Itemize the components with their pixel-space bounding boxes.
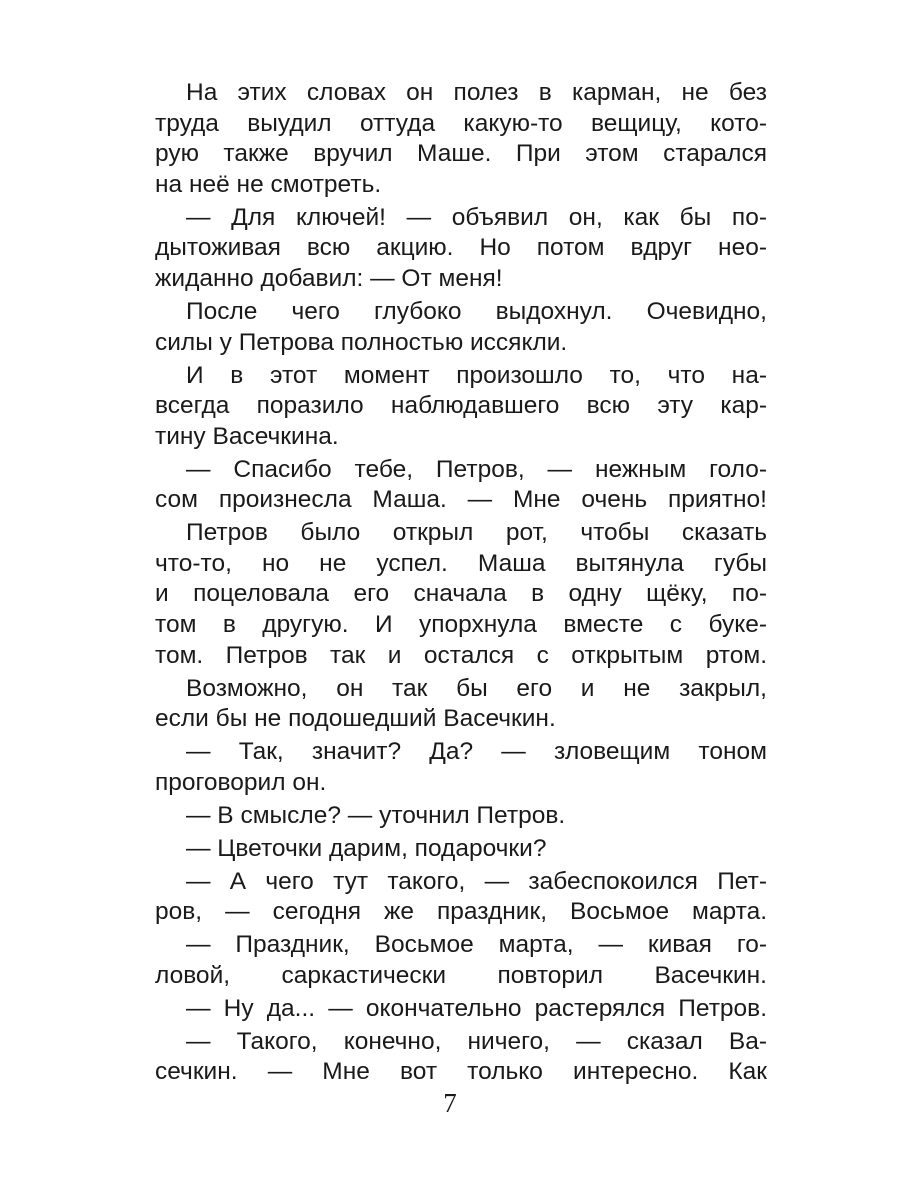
- text-line: труда выудил оттуда какую-то вещицу, кото-: [155, 109, 767, 137]
- text-line: И в этот момент произошло то, что на-: [186, 361, 767, 389]
- text-line: проговорил он.: [155, 768, 327, 796]
- text-line: — Праздник, Восьмое марта, — кивая го-: [186, 931, 767, 959]
- text-line: На этих словах он полез в карман, не без: [186, 79, 767, 106]
- text-line: — Для ключей! — объявил он, как бы по-: [186, 203, 767, 231]
- text-line: сом произнесла Маша. — Мне очень приятно!: [155, 486, 767, 514]
- text-line: ловой, саркастически повторил Васечкин.: [155, 961, 767, 989]
- text-line: что-то, но не успел. Маша вытянула губы: [155, 549, 767, 577]
- text-line: Возможно, он так бы его и не закрыл,: [186, 674, 767, 702]
- text-line: Петров было открыл рот, чтобы сказать: [186, 519, 767, 547]
- text-line: силы у Петрова полностью иссякли.: [155, 328, 568, 356]
- text-line: на неё не смотреть.: [155, 170, 382, 198]
- text-line: — Так, значит? Да? — зловещим тоном: [186, 738, 767, 766]
- text-line: рую также вручил Маше. При этом старался: [155, 140, 767, 168]
- page-number: 7: [443, 1088, 457, 1118]
- text-line: — А чего тут такого, — забеспокоился Пет-: [186, 867, 767, 895]
- text-line: — Спасибо тебе, Петров, — нежным голо-: [186, 455, 767, 483]
- text-line: — Ну да... — окончательно растерялся Петров.: [186, 994, 767, 1022]
- text-line: После чего глубоко выдохнул. Очевидно,: [186, 297, 767, 325]
- text-line: том. Петров так и остался с открытым ртом.: [155, 641, 767, 669]
- text-line: ров, — сегодня же праздник, Восьмое марта.: [155, 898, 767, 926]
- text-line: — В смысле? — уточнил Петров.: [186, 801, 566, 829]
- body-text: [155, 78, 767, 1088]
- text-line: если бы не подошедший Васечкин.: [155, 705, 556, 733]
- text-line: дытоживая всю акцию. Но потом вдруг нео-: [155, 234, 767, 262]
- text-line: и поцеловала его сначала в одну щёку, по-: [155, 580, 767, 608]
- text-line: сечкин. — Мне вот только интересно. Как: [155, 1058, 767, 1086]
- text-line: всегда поразило наблюдавшего всю эту кар-: [155, 392, 767, 420]
- text-line: том в другую. И упорхнула вместе с буке-: [155, 611, 767, 639]
- text-line: жиданно добавил: — От меня!: [155, 264, 503, 292]
- text-line: — Цветочки дарим, подарочки?: [186, 834, 547, 862]
- text-line: — Такого, конечно, ничего, — сказал Ва-: [186, 1027, 767, 1055]
- text-line: тину Васечкина.: [155, 422, 339, 450]
